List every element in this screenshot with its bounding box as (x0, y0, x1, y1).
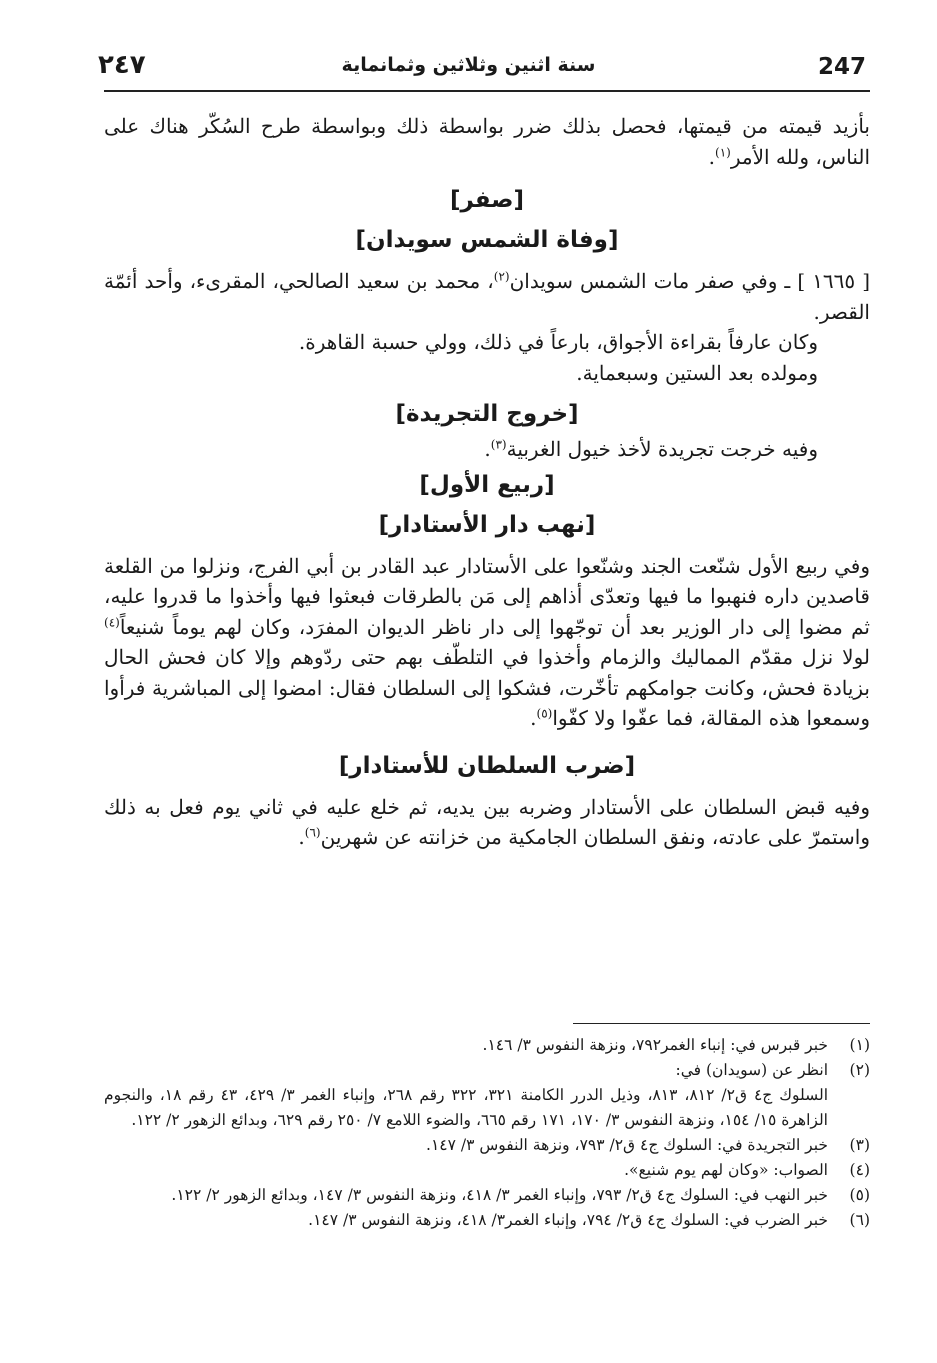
footnotes (104, 1033, 870, 1233)
paragraph-darb: وفيه قبض السلطان على الأستادار وضربه بين يديه، ثم خلع عليه في ثاني يوم فعل به ذلك واستمرّ على عادته، ونفق السلطان الجامكية من خزانته عن شهرين$^{(٦)}$. (104, 794, 870, 849)
running-header (0, 46, 937, 96)
section-heading-rabi: [ربيع الأول] (419, 471, 555, 498)
page-number-arabic: ٢٤٧ (98, 50, 146, 80)
footnote-item: السلوك ج٤ ق٢/ ٨١٢، ٨١٣، وذيل الدرر الكامنة ٣٢١، ٣٢٢ رقم ٢٦٨، وإنباء الغمر ٣/ ٤٢٩، ٤٣ رقم ١٨، والنجوم الزاهرة ١٥/ ١٥٤، ونزهة النفوس ٣/ ١٧٠، ١٧١ رقم ٦٦٥، والضوء اللامع ٧/ ٢٥٠ رقم ٦٢٩، وبدائع الزهور ٢/ ١٢٢. (104, 1086, 829, 1129)
footnote-item: (٥) خبر النهب في: السلوك ج٤ ق٢/ ٧٩٣، وإنباء الغمر ٣/ ٤١٨، ونزهة النفوس ٣/ ١٤٧، وبدائع الزهور ٢/ ١٢٢. (171, 1186, 870, 1204)
footnote-item: (٤) الصواب: «وكان لهم يوم شنيع». (624, 1161, 870, 1179)
footnote-item: (٣) خبر التجريدة في: السلوك ج٤ ق٢/ ٧٩٣، ونزهة النفوس ٣/ ١٤٧. (426, 1136, 870, 1154)
paragraph-continuation: بأزيد قيمته من قيمتها، فحصل بذلك ضرر بواسطة ذلك وبواسطة طرح السُكّر هناك على الناس، ولله الأمر$^{(١)}$. (104, 114, 870, 169)
section-heading-tajrida: [خروج التجريدة] (395, 401, 579, 427)
section-heading-darb: [ضرب السلطان للأستادار] (338, 752, 636, 779)
paragraph-tajrida: وفيه خرجت تجريدة لأخذ خيول الغربية$^{(٣)}$. (484, 437, 818, 461)
section-heading-death: [وفاة الشمس سويدان] (355, 227, 619, 253)
running-title: سنة اثنين وثلاثين وثمانماية (341, 54, 596, 76)
footnote-ref: (٢) (493, 269, 510, 284)
main-text (104, 111, 870, 853)
footnote-item: (٦) خبر الضرب في: السلوك ج٤ ق٢/ ٧٩٤، وإنباء الغمر٣/ ٤١٨، ونزهة النفوس ٣/ ١٤٧. (308, 1211, 870, 1229)
footnote-ref: (٦) (304, 825, 321, 840)
paragraph-description: وكان عارفاً بقراءة الأجواق، بارعاً في ذلك، وولي حسبة القاهرة. (298, 330, 818, 354)
footnote-item: (١) خبر قبرس في: إنباء الغمر٧٩٢، ونزهة النفوس ٣/ ١٤٦. (482, 1036, 870, 1054)
footnote-ref: (٤) (104, 614, 120, 629)
paragraph-nahb: وفي ربيع الأول شنّعت الجند وشنّعوا على الأستادار عبد القادر بن أبي الفرج، ونزلوا من القلعة قاصدين داره فنهبوا ما فيها وتعدّى أذاهم إلى مَن بالطرقات فبعثوا فيها وأخذوا ما قدروا عليه، ثم مضوا إلى دار الوزير بعد أن توجّهوا إلى دار ناظر الديوان المفرَد، وكان لهم يوماً شنيعاً$^{(٤)}$ لولا نزل مقدّم المماليك والزمام وأخذوا في التلطّف بهم حتى ردّوهم وإلا كان فحش الحال بزيادة فحش، وكانت جوامكهم تأخّرت، فشكوا إلى السلطان فقال: امضوا إلى المباشرية فرأوا وسمعوا هذه المقالة، فما عفّوا ولا كفّوا$^{(٥)}$. (104, 553, 870, 730)
paragraph-entry-1665: [ ١٦٦٥ ] ـ وفي صفر مات الشمس سويدان$^{(٢)}$، محمد بن سعيد الصالحي، المقرىء، وأحد أئمّة القصر. (104, 269, 871, 324)
footnote-item: (٢) انظر عن (سويدان) في: (675, 1061, 870, 1079)
paragraph-birth: ومولده بعد الستين وسبعماية. (576, 360, 818, 385)
footnote-rule (573, 1023, 870, 1024)
footnote-ref: (١) (715, 144, 731, 159)
footnote-ref: (٣) (490, 437, 507, 452)
footnote-ref: (٥) (536, 706, 553, 721)
section-heading-safar: [صفر] (449, 187, 525, 213)
section-heading-nahb: [نهب دار الأستادار] (378, 511, 596, 538)
page-number-latin: 247 (818, 54, 867, 80)
header-rule (104, 90, 870, 92)
